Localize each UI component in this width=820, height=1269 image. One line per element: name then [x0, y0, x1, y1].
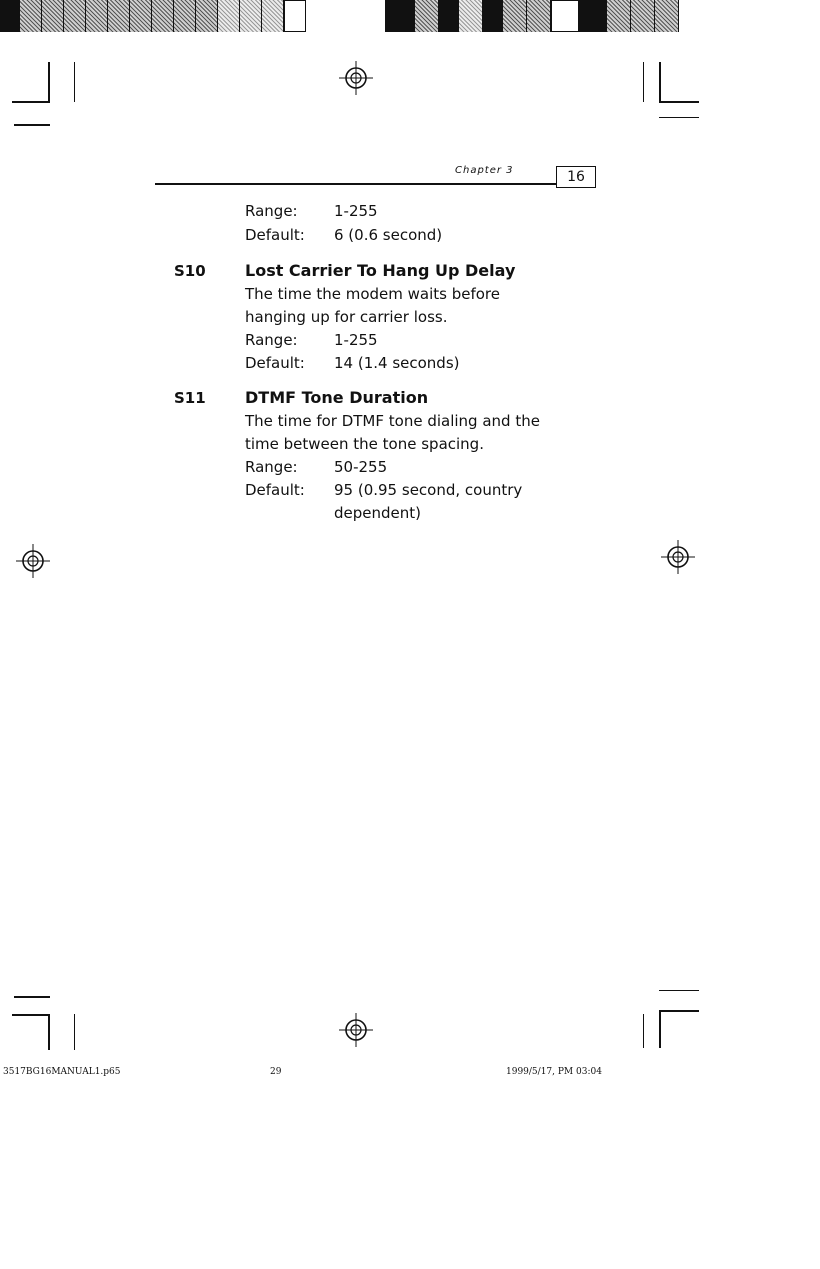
crop-mark: [659, 990, 699, 991]
crop-mark: [74, 62, 75, 102]
crop-mark: [12, 101, 50, 103]
register-title: Lost Carrier To Hang Up Delay: [245, 261, 516, 280]
default-label: Default:: [245, 481, 305, 499]
crop-mark: [659, 101, 699, 103]
registration-mark-icon: [339, 61, 373, 95]
register-code: S10: [174, 262, 206, 280]
crop-mark: [659, 1010, 699, 1012]
color-bar-right: [385, 0, 710, 32]
registration-mark-icon: [339, 1013, 373, 1047]
register-code: S11: [174, 389, 206, 407]
crop-mark: [659, 117, 699, 118]
crop-mark: [643, 1014, 644, 1048]
crop-mark: [659, 1010, 661, 1048]
registration-mark-icon: [16, 544, 50, 578]
footer-sheet-number: 29: [270, 1067, 282, 1077]
chapter-label: Chapter 3: [455, 165, 514, 176]
register-title: DTMF Tone Duration: [245, 388, 429, 407]
range-value: 1-255: [334, 331, 378, 349]
range-label: Range:: [245, 458, 298, 476]
crop-mark: [14, 996, 50, 998]
crop-mark: [643, 62, 644, 102]
default-value: 14 (1.4 seconds): [334, 354, 460, 372]
default-label: Default:: [245, 354, 305, 372]
crop-mark: [48, 62, 50, 102]
header-rule: [155, 183, 556, 185]
page-number: 16: [556, 166, 596, 188]
footer-timestamp: 1999/5/17, PM 03:04: [506, 1067, 602, 1077]
default-value: 95 (0.95 second, country: [334, 481, 523, 499]
range-value: 1-255: [334, 202, 378, 220]
crop-mark: [48, 1014, 50, 1050]
register-description: hanging up for carrier loss.: [245, 308, 448, 326]
footer-filename: 3517BG16MANUAL1.p65: [3, 1067, 121, 1077]
crop-mark: [74, 1014, 75, 1050]
default-value: dependent): [334, 504, 421, 522]
registration-mark-icon: [661, 540, 695, 574]
register-description: The time for DTMF tone dialing and the: [245, 412, 540, 430]
color-bar-left: [0, 0, 326, 32]
crop-mark: [659, 62, 661, 102]
range-value: 50-255: [334, 458, 388, 476]
crop-mark: [14, 124, 50, 126]
register-description: The time the modem waits before: [245, 285, 500, 303]
default-label: Default:: [245, 226, 305, 244]
range-label: Range:: [245, 202, 298, 220]
register-description: time between the tone spacing.: [245, 435, 484, 453]
default-value: 6 (0.6 second): [334, 226, 443, 244]
crop-mark: [12, 1014, 50, 1016]
range-label: Range:: [245, 331, 298, 349]
